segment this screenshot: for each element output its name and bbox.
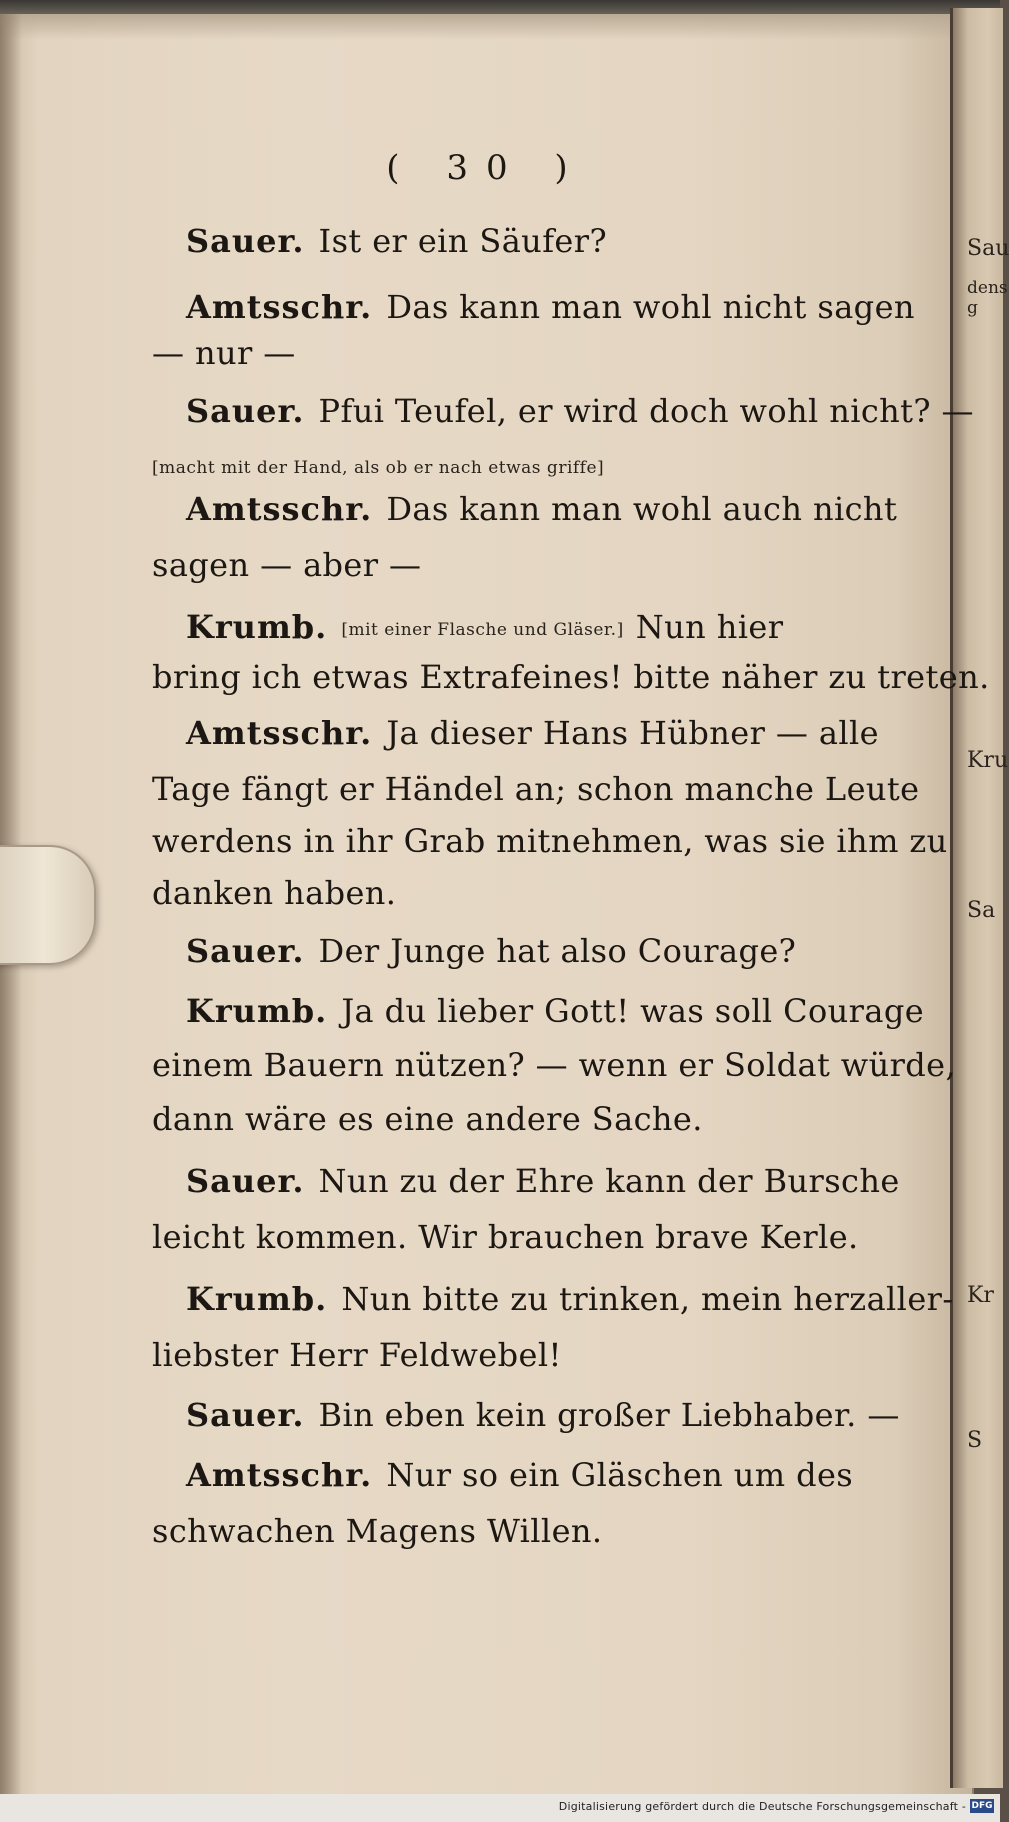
line-text: Der Junge hat also Courage? bbox=[318, 932, 797, 970]
line-text: leicht kommen. Wir brauchen brave Kerle. bbox=[152, 1218, 859, 1256]
stage-direction: [macht mit der Hand, als ob er nach etwas griffe] bbox=[152, 457, 605, 478]
next-page-fragment: Sa bbox=[967, 898, 996, 923]
next-page-fragment: Kr bbox=[967, 1283, 994, 1308]
line-text: einem Bauern nützen? — wenn er Soldat würde, bbox=[152, 1046, 957, 1084]
text-line bbox=[152, 770, 928, 808]
line-text: Nun zu der Ehre kann der Bursche bbox=[318, 1162, 900, 1200]
text-line bbox=[186, 1280, 962, 1318]
text-line bbox=[186, 608, 962, 646]
line-text: Tage fängt er Händel an; schon manche Leute bbox=[152, 770, 920, 808]
text-line bbox=[152, 1218, 928, 1256]
text-line bbox=[186, 222, 962, 260]
line-text: Das kann man wohl auch nicht bbox=[386, 490, 898, 528]
line-text: Ja dieser Hans Hübner — alle bbox=[386, 714, 879, 752]
next-page-fragment: dens g bbox=[967, 278, 1008, 318]
text-line bbox=[152, 1336, 928, 1374]
text-line bbox=[186, 932, 962, 970]
speaker-name: Amtsschr. bbox=[186, 490, 373, 528]
line-text: — nur — bbox=[152, 334, 296, 372]
next-page-fragment: Sau bbox=[967, 236, 1009, 261]
page-clip bbox=[0, 845, 96, 965]
next-page-edge bbox=[950, 8, 1009, 1788]
text-line bbox=[186, 1162, 962, 1200]
text-line bbox=[152, 658, 990, 696]
line-text: Nun bitte zu trinken, mein herzaller- bbox=[341, 1280, 954, 1318]
speaker-name: Sauer. bbox=[186, 1396, 305, 1434]
line-text: Das kann man wohl nicht sagen bbox=[386, 288, 915, 326]
speaker-name: Amtsschr. bbox=[186, 288, 373, 326]
speaker-name: Amtsschr. bbox=[186, 714, 373, 752]
page-number-header: ( 30 ) bbox=[386, 148, 586, 188]
speaker-name: Sauer. bbox=[186, 932, 305, 970]
text-line bbox=[186, 1456, 962, 1494]
text-line bbox=[186, 1396, 962, 1434]
line-text: Pfui Teufel, er wird doch wohl nicht? — bbox=[318, 392, 974, 430]
footer-credit: Digitalisierung gefördert durch die Deutsche Forschungsgemeinschaft - bbox=[558, 1800, 966, 1813]
line-text: werdens in ihr Grab mitnehmen, was sie ihm zu bbox=[152, 822, 948, 860]
text-line bbox=[152, 446, 928, 484]
speaker-name: Krumb. bbox=[186, 1280, 328, 1318]
line-text: schwachen Magens Willen. bbox=[152, 1512, 603, 1550]
text-line bbox=[152, 822, 948, 860]
line-text: Nur so ein Gläschen um des bbox=[386, 1456, 854, 1494]
speaker-name: Krumb. bbox=[186, 608, 328, 646]
speaker-name: Krumb. bbox=[186, 992, 328, 1030]
page-top-shadow bbox=[0, 14, 972, 40]
text-line bbox=[152, 1100, 928, 1138]
speaker-name: Sauer. bbox=[186, 222, 305, 260]
line-text: liebster Herr Feldwebel! bbox=[152, 1336, 562, 1374]
speaker-name: Sauer. bbox=[186, 392, 305, 430]
next-page-fragment: S bbox=[967, 1428, 983, 1453]
text-line bbox=[152, 1512, 928, 1550]
line-text: Ist er ein Säufer? bbox=[318, 222, 608, 260]
next-page-fragment: Kru bbox=[967, 748, 1009, 773]
text-line bbox=[186, 490, 962, 528]
dfg-logo: DFG bbox=[971, 1801, 993, 1811]
line-text: Ja du lieber Gott! was soll Courage bbox=[341, 992, 925, 1030]
text-line bbox=[152, 874, 928, 912]
stage-direction: [mit einer Flasche und Gläser.] bbox=[341, 619, 624, 640]
text-line bbox=[152, 1046, 957, 1084]
speaker-name: Amtsschr. bbox=[186, 1456, 373, 1494]
text-line bbox=[186, 288, 962, 326]
speaker-name: Sauer. bbox=[186, 1162, 305, 1200]
line-text: Bin eben kein großer Liebhaber. — bbox=[318, 1396, 900, 1434]
line-text: sagen — aber — bbox=[152, 546, 422, 584]
text-line bbox=[152, 546, 928, 584]
text-line bbox=[152, 334, 928, 372]
line-text: bring ich etwas Extrafeines! bitte näher zu treten. bbox=[152, 658, 990, 696]
text-line bbox=[186, 992, 962, 1030]
line-text: danken haben. bbox=[152, 874, 397, 912]
text-line bbox=[186, 714, 962, 752]
line-text: dann wäre es eine andere Sache. bbox=[152, 1100, 703, 1138]
text-line bbox=[186, 392, 974, 430]
line-text: Nun hier bbox=[635, 608, 784, 646]
